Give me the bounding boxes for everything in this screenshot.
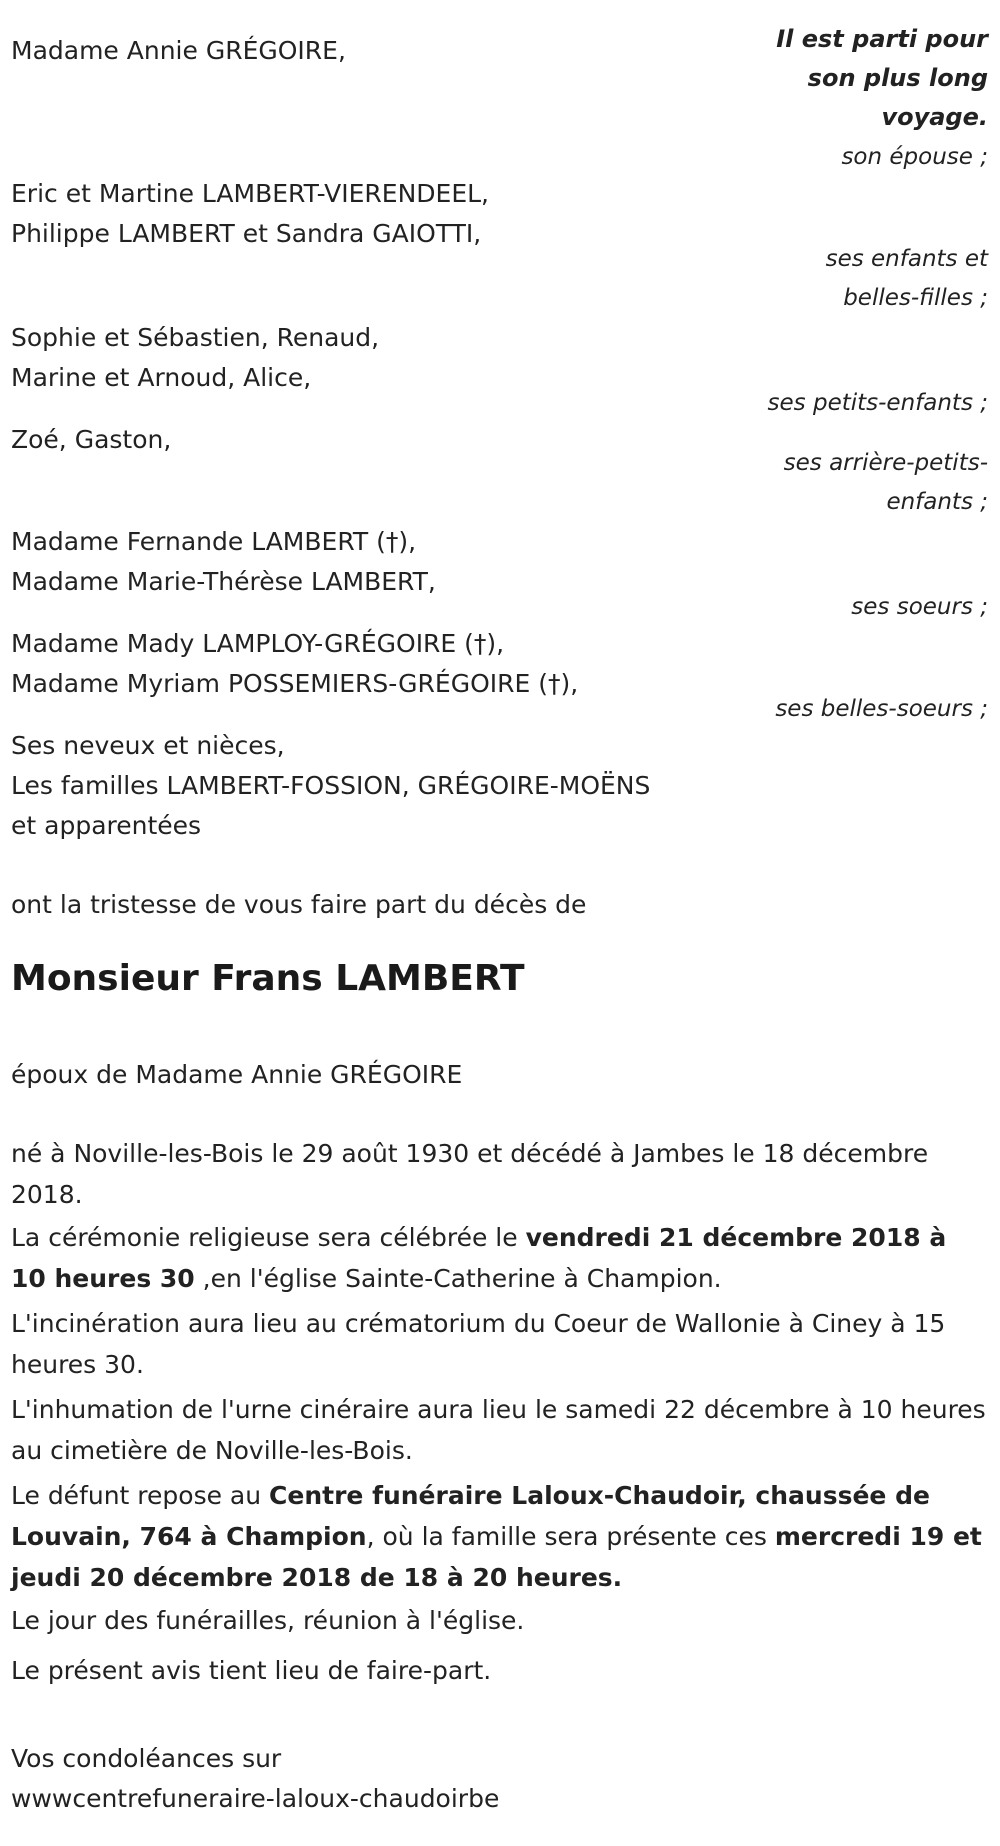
sisters-relation: ses soeurs ; bbox=[851, 594, 988, 620]
grandchildren-line: Sophie et Sébastien, Renaud, bbox=[11, 323, 380, 352]
relation-line: ses enfants et bbox=[825, 246, 988, 272]
spouse-name: Madame Annie GRÉGOIRE, bbox=[11, 36, 346, 65]
condolences-label: Vos condoléances sur bbox=[11, 1744, 282, 1773]
birth-death-paragraph: né à Noville-les-Bois le 29 août 1930 et décédé à Jambes le 18 décembre 2018. bbox=[11, 1139, 929, 1209]
poem-line: son plus long bbox=[807, 64, 988, 92]
ceremony-date: vendredi 21 décembre 2018 à 10 heures 30 bbox=[11, 1223, 947, 1293]
condolences-website[interactable]: wwwcentrefuneraire-laloux-chaudoirbe bbox=[11, 1784, 500, 1813]
others-line: Les familles LAMBERT-FOSSION, GRÉGOIRE-MOËNS bbox=[11, 771, 651, 800]
children-relation bbox=[728, 240, 988, 318]
poem-line: voyage. bbox=[881, 103, 988, 131]
spouse-of: époux de Madame Annie GRÉGOIRE bbox=[11, 1060, 463, 1089]
sister-line: Madame Marie-Thérèse LAMBERT, bbox=[11, 567, 436, 596]
incineration-paragraph: L'incinération aura lieu au crématorium du Coeur de Wallonie à Ciney à 15 heures 30. bbox=[11, 1309, 946, 1379]
sister-in-law-line: Madame Myriam POSSEMIERS-GRÉGOIRE (†), bbox=[11, 669, 579, 698]
sister-line: Madame Fernande LAMBERT (†), bbox=[11, 527, 417, 556]
poem-line: Il est parti pour bbox=[776, 25, 988, 53]
spouse-relation: son épouse ; bbox=[841, 144, 988, 170]
ceremony-place: ,en l'église Sainte-Catherine à Champion. bbox=[194, 1264, 722, 1293]
sister-in-law-line: Madame Mady LAMPLOY-GRÉGOIRE (†), bbox=[11, 629, 505, 658]
grandchildren-relation: ses petits-enfants ; bbox=[767, 390, 988, 416]
repose-text: , où la famille sera présente ces bbox=[366, 1522, 775, 1551]
relation-line: ses arrière-petits- bbox=[783, 450, 988, 476]
children-line: Philippe LAMBERT et Sandra GAIOTTI, bbox=[11, 219, 482, 248]
relation-line: enfants ; bbox=[886, 489, 988, 515]
repose-location: Centre funéraire Laloux-Chaudoir, chaussée de Louvain, 764 à Champion bbox=[11, 1481, 930, 1551]
visiting-hours: mercredi 19 et jeudi 20 décembre 2018 de 18 à 20 heures. bbox=[11, 1522, 982, 1592]
ceremony-paragraph bbox=[11, 1217, 986, 1299]
great-grandchildren-line: Zoé, Gaston, bbox=[11, 425, 172, 454]
inhumation-paragraph: L'inhumation de l'urne cinéraire aura lieu le samedi 22 décembre à 10 heures au cimetière de Noville-les-Bois. bbox=[11, 1395, 986, 1465]
funeral-day-note: Le jour des funérailles, réunion à l'église. bbox=[11, 1606, 525, 1635]
poem bbox=[748, 20, 988, 137]
deceased-name: Monsieur Frans LAMBERT bbox=[11, 958, 525, 999]
sisters-in-law-relation: ses belles-soeurs ; bbox=[775, 696, 988, 722]
repose-paragraph bbox=[11, 1475, 986, 1598]
announcement: ont la tristesse de vous faire part du décès de bbox=[11, 890, 587, 919]
notice-note: Le présent avis tient lieu de faire-part. bbox=[11, 1656, 492, 1685]
ceremony-text: La cérémonie religieuse sera célébrée le bbox=[11, 1223, 526, 1252]
others-line: et apparentées bbox=[11, 811, 202, 840]
repose-text: Le défunt repose au bbox=[11, 1481, 270, 1510]
grandchildren-line: Marine et Arnoud, Alice, bbox=[11, 363, 312, 392]
children-line: Eric et Martine LAMBERT-VIERENDEEL, bbox=[11, 179, 489, 208]
relation-line: belles-filles ; bbox=[843, 285, 988, 311]
others-line: Ses neveux et nièces, bbox=[11, 731, 285, 760]
great-grandchildren-relation bbox=[728, 444, 988, 522]
